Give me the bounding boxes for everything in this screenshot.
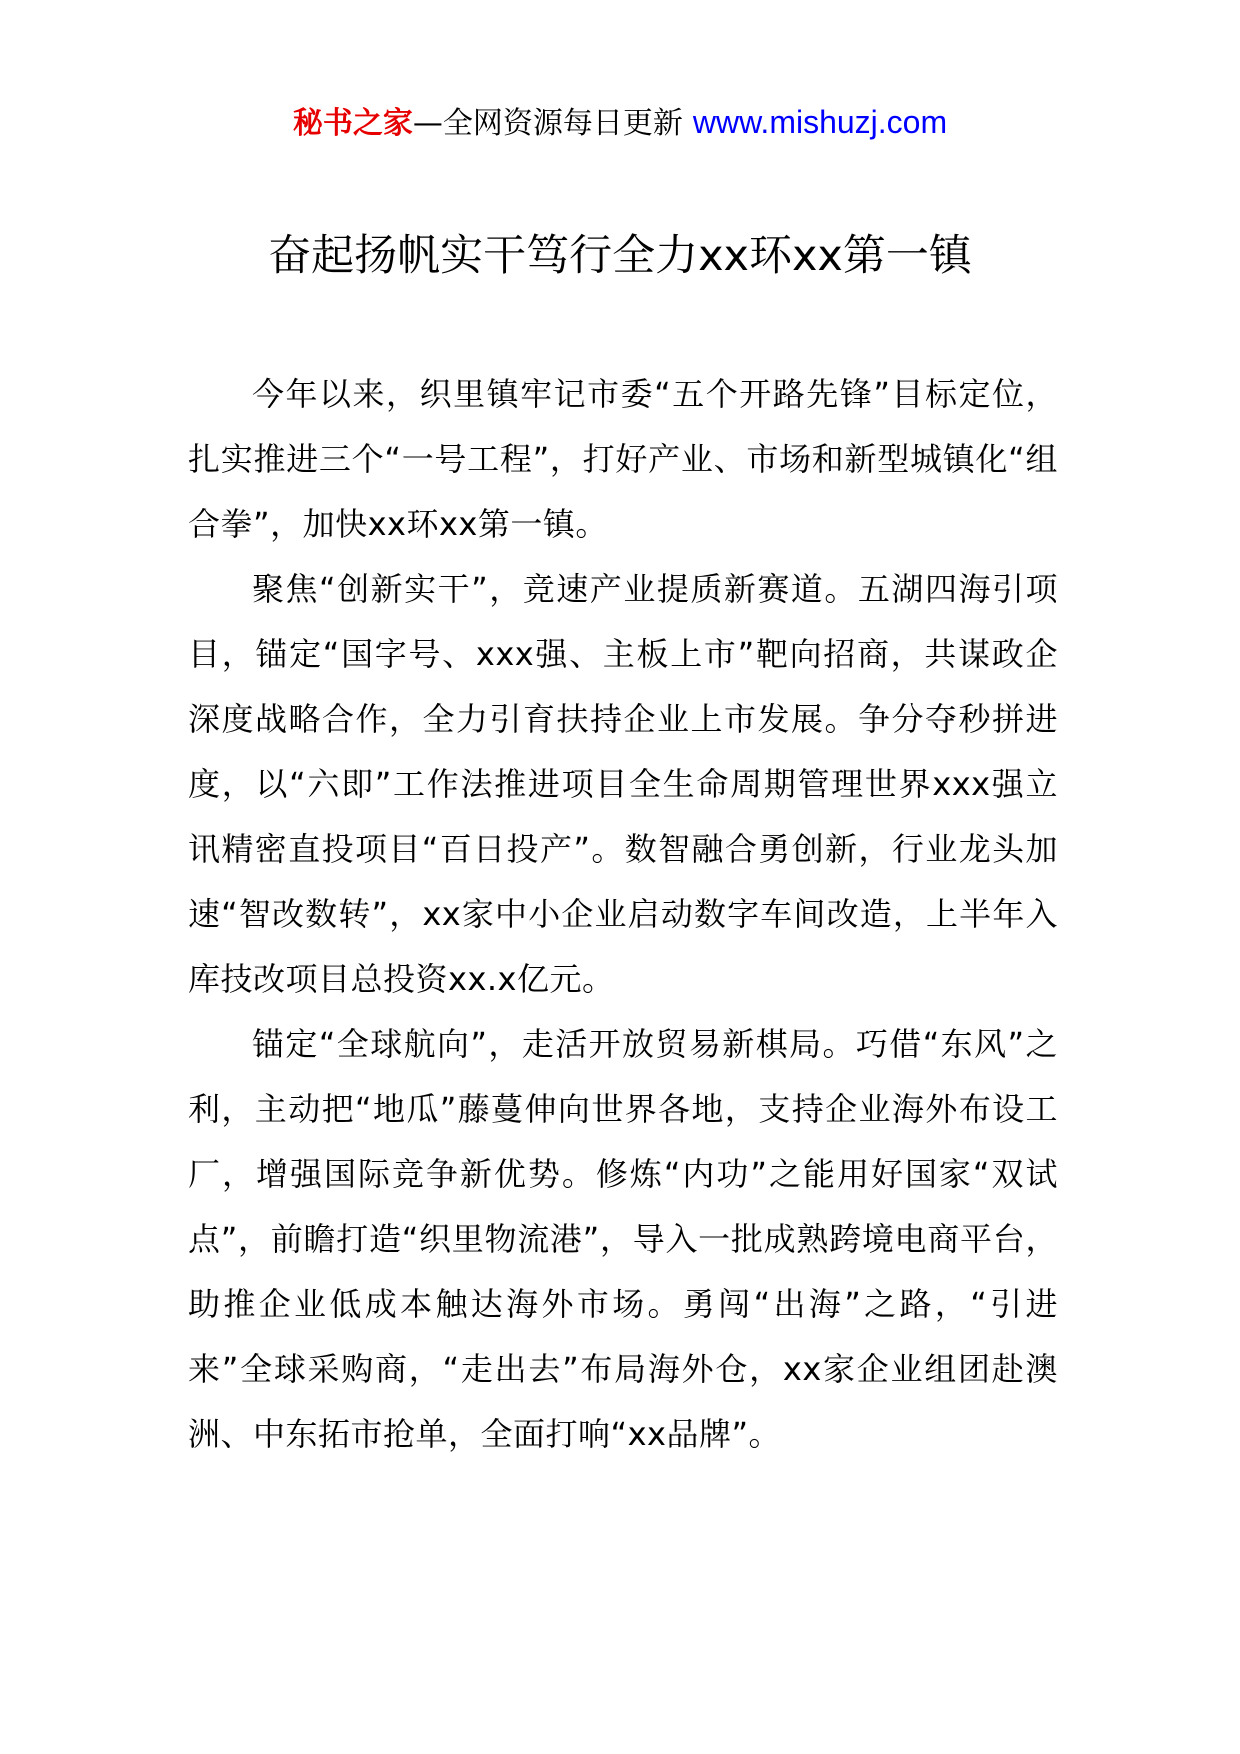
paragraph-global: 锚定“全球航向”，走活开放贸易新棋局。巧借“东风”之利，主动把“地瓜”藤蔓伸向世界各地，支持企业海外布设工厂，增强国际竞争新优势。修炼“内功”之能用好国家“双试点”，前瞻打造“织里物流港”，导入一批成熟跨境电商平台，助推企业低成本触达海外市场。勇闯“出海”之路，“引进来”全球采购商，“走出去”布局海外仓，xx家企业组团赴澳洲、中东拓市抢单，全面打响“xx品牌”。 [188, 1025, 1058, 1453]
document-title: 奋起扬帆实干笃行全力xx环xx第一镇 [268, 231, 972, 281]
paragraph-innovation: 聚焦“创新实干”，竞速产业提质新赛道。五湖四海引项目，锚定“国字号、xxx强、主板上市”靶向招商，共谋政企深度战略合作，全力引育扶持企业上市发展。争分夺秒拼进度，以“六即”工作法推进项目全生命周期管理世界xxx强立讯精密直投项目“百日投产”。数智融合勇创新，行业龙头加速“智改数转”，xx家中小企业启动数字车间改造，上半年入库技改项目总投资xx.x亿元。 [188, 570, 1058, 998]
header-tagline: —全网资源每日更新 [412, 106, 683, 141]
document-body [188, 362, 1058, 1467]
brand-name: 秘书之家 [292, 106, 413, 141]
site-url-link[interactable]: www.mishuzj.com [692, 104, 948, 140]
site-header [0, 102, 1240, 144]
paragraph-intro: 今年以来，织里镇牢记市委“五个开路先锋”目标定位，扎实推进三个“一号工程”，打好产业、市场和新型城镇化“组合拳”，加快xx环xx第一镇。 [188, 375, 1058, 543]
